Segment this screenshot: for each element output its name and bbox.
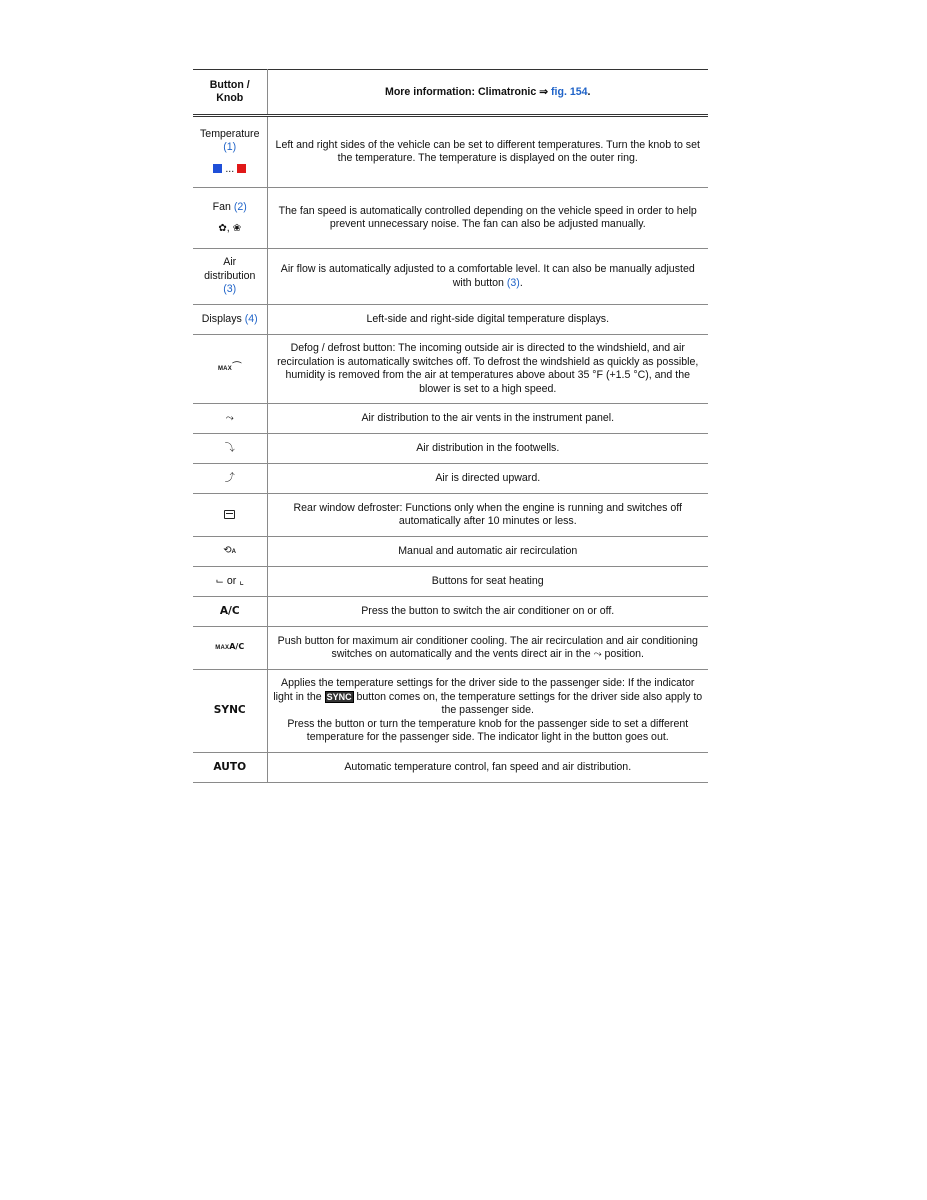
row-fan-desc: The fan speed is automatically controlled depending on the vehicle speed in order to help prevent unnecessary noise. The fan can also be adjusted manually. — [267, 188, 708, 249]
air-upward-icon: ⤴ — [224, 472, 235, 484]
fan-low-icon: ❀ — [232, 223, 242, 234]
fig-154-link[interactable]: fig. 154 — [551, 85, 588, 98]
air-vents-inline-icon: ⤳ — [593, 649, 602, 660]
row-seat-heating-key — [193, 567, 267, 597]
air-distribution-desc-suffix: . — [519, 276, 523, 289]
air-recirculation-icon: ⟲ — [223, 544, 232, 556]
table-row — [193, 494, 708, 537]
windshield-defrost-icon: ⏜ — [231, 362, 242, 374]
row-seat-heating-desc: Buttons for seat heating — [267, 567, 708, 597]
table-row — [193, 188, 708, 249]
row-auto-desc: Automatic temperature control, fan speed and air distribution. — [267, 753, 708, 783]
table-row — [193, 597, 708, 627]
red-square-icon — [237, 164, 246, 173]
header-col2-suffix: . — [587, 85, 591, 98]
row-defrost-key — [193, 335, 267, 404]
table-row — [193, 567, 708, 597]
table-row — [193, 249, 708, 305]
table-row — [193, 627, 708, 670]
rear-window-defrost-icon — [224, 510, 235, 519]
displays-label: Displays — [201, 312, 242, 325]
table-row — [193, 305, 708, 335]
row-ac-key — [193, 597, 267, 627]
air-vents-icon: ⤳ — [225, 412, 234, 424]
row-recirculation-desc: Manual and automatic air recirculation — [267, 537, 708, 567]
row-temperature-desc: Left and right sides of the vehicle can be set to different temperatures. Turn the knob to set the temperature. The temperature is displayed on the outer ring. — [267, 116, 708, 188]
table-row — [193, 464, 708, 494]
row-temperature-key — [193, 116, 267, 188]
seat-heat-left-icon: ⌙ — [215, 575, 224, 587]
row-recirculation-key — [193, 537, 267, 567]
row-max-ac-desc — [267, 627, 708, 670]
max-ac-desc-prefix: Push button for maximum air conditioner cooling. The air recirculation and air conditioning switches on automatically and the vents direct air in the — [277, 634, 698, 660]
max-ac-label: A/C — [229, 642, 245, 652]
blue-square-icon — [213, 164, 222, 173]
sync-desc-line2: Press the button or turn the temperature knob for the passenger side to set a different temperature for the passenger side. The indicator light in the button goes out. — [287, 717, 689, 744]
table-row — [193, 335, 708, 404]
air-distribution-label-2: distribution — [204, 269, 256, 282]
air-distribution-desc-ref[interactable]: (3) — [506, 276, 520, 289]
footwell-air-icon: ⤵ — [224, 442, 235, 454]
row-vents-key — [193, 404, 267, 434]
row-air-distribution-desc — [267, 249, 708, 305]
seat-heat-right-icon: ⌞ — [239, 575, 244, 587]
row-displays-desc: Left-side and right-side digital temperature displays. — [267, 305, 708, 335]
displays-ref[interactable]: (4) — [244, 312, 258, 325]
air-distribution-label-1: Air — [223, 256, 237, 269]
recirculation-sub: A — [231, 548, 237, 555]
row-displays-key — [193, 305, 267, 335]
row-upward-key — [193, 464, 267, 494]
header-button-knob — [193, 70, 267, 116]
sync-label: SYNC — [213, 704, 246, 717]
row-footwells-desc: Air distribution in the footwells. — [267, 434, 708, 464]
row-ac-desc: Press the button to switch the air conditioner on or off. — [267, 597, 708, 627]
row-vents-desc: Air distribution to the air vents in the instrument panel. — [267, 404, 708, 434]
temperature-ref[interactable]: (1) — [223, 141, 237, 154]
header-col2-prefix: More information: Climatronic ⇒ — [385, 85, 552, 98]
max-ac-desc-suffix: position. — [601, 648, 644, 660]
ac-label: A/C — [219, 604, 240, 617]
header-col1-line1: Button / — [209, 79, 250, 91]
row-air-distribution-key — [193, 249, 267, 305]
air-distribution-desc-prefix: Air flow is automatically adjusted to a comfortable level. It can also be manually adjusted with button — [280, 263, 695, 289]
row-defrost-desc: Defog / defrost button: The incoming outside air is directed to the windshield, and air recirculation is automatically switches off. To defrost the windshield as quickly as possible, humidity is removed from the air at temperatures above about 35 °F (+1.5 °C), and the blower is set to a high speed. — [267, 335, 708, 404]
row-fan-key — [193, 188, 267, 249]
header-col1-line2: Knob — [216, 92, 244, 104]
max-ac-small: MAX — [215, 645, 230, 652]
row-sync-key — [193, 670, 267, 753]
row-rear-defrost-key — [193, 494, 267, 537]
defrost-max-text: MAX — [217, 366, 232, 373]
fan-sep: , — [226, 222, 230, 234]
table-header-row — [193, 70, 708, 116]
row-upward-desc: Air is directed upward. — [267, 464, 708, 494]
row-sync-desc — [267, 670, 708, 753]
row-footwells-key — [193, 434, 267, 464]
fan-ref[interactable]: (2) — [233, 200, 247, 213]
sync-desc-prefix: Applies the temperature settings for the driver side to the passenger side: If the indicator light in the — [273, 677, 695, 703]
temperature-label: Temperature — [200, 127, 260, 140]
sync-desc-suffix: button comes on, the temperature settings for the driver side also apply to the passenger side. — [353, 690, 703, 717]
seat-heating-or: or — [226, 574, 237, 587]
air-distribution-ref[interactable]: (3) — [223, 283, 237, 296]
temperature-dots: ... — [225, 162, 235, 175]
row-max-ac-key — [193, 627, 267, 670]
table-row — [193, 537, 708, 567]
table-row — [193, 116, 708, 188]
header-more-info — [267, 70, 708, 116]
auto-label: AUTO — [213, 760, 247, 773]
fan-high-icon: ✿ — [218, 223, 227, 234]
table-row — [193, 670, 708, 753]
table-row — [193, 753, 708, 783]
row-auto-key — [193, 753, 267, 783]
table-row — [193, 404, 708, 434]
row-rear-defrost-desc: Rear window defroster: Functions only when the engine is running and switches off automatically after 10 minutes or less. — [267, 494, 708, 537]
climatronic-controls-table — [193, 69, 708, 783]
fan-label: Fan — [212, 200, 231, 213]
table-row — [193, 434, 708, 464]
sync-badge-icon: SYNC — [326, 691, 352, 702]
